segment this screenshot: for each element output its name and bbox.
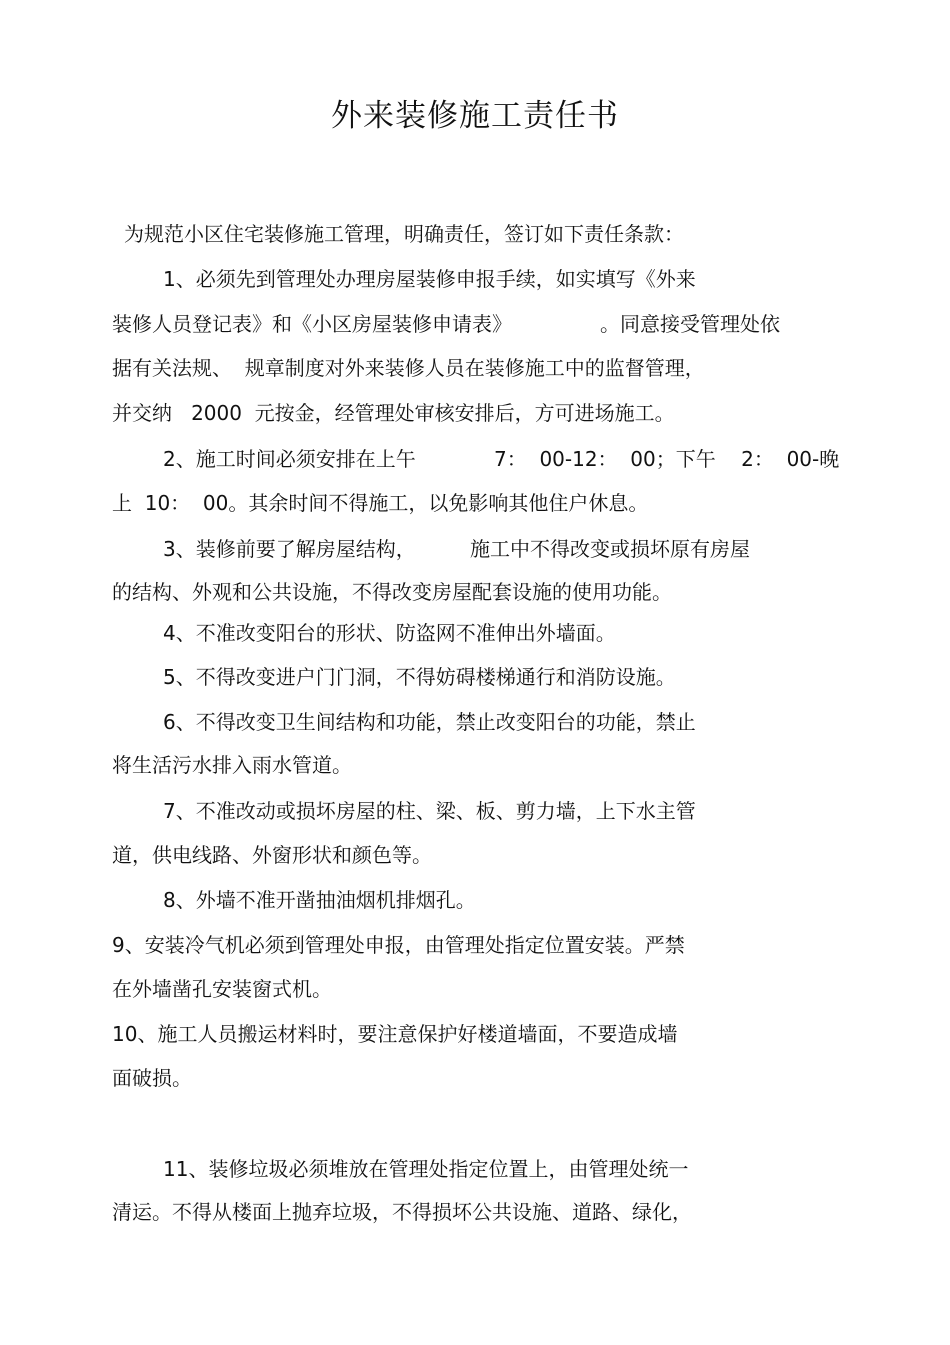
clause-8-line: 8、外墙不准开凿抽油烟机排烟孔。 — [163, 888, 476, 912]
clause-7-line-2: 道，供电线路、外窗形状和颜色等。 — [112, 843, 432, 867]
clause-1-line-1: 1、必须先到管理处办理房屋装修申报手续，如实填写《外来 — [163, 267, 696, 291]
clause-1-line-2b: 。同意接受管理处依 — [600, 312, 780, 336]
clause-11-line-1: 11、装修垃圾必须堆放在管理处指定位置上，由管理处统一 — [163, 1157, 689, 1181]
clause-4-line: 4、不准改变阳台的形状、防盗网不准伸出外墙面。 — [163, 621, 616, 645]
clause-11-line-2: 清运。不得从楼面上抛弃垃圾，不得损坏公共设施、道路、绿化， — [112, 1200, 692, 1224]
clause-1-line-2a: 装修人员登记表》和《小区房屋装修申请表》 — [112, 312, 512, 336]
clause-2-line-1a: 2、施工时间必须安排在上午 — [163, 447, 416, 471]
document-title: 外来装修施工责任书 — [331, 98, 619, 134]
clause-1-line-3: 据有关法规、 规章制度对外来装修人员在装修施工中的监督管理， — [112, 356, 705, 380]
clause-7-line-1: 7、不准改动或损坏房屋的柱、梁、板、剪力墙，上下水主管 — [163, 799, 696, 823]
clause-6-line-1: 6、不得改变卫生间结构和功能，禁止改变阳台的功能，禁止 — [163, 710, 696, 734]
clause-10-line-2: 面破损。 — [112, 1066, 192, 1090]
clause-5-line: 5、不得改变进户门门洞，不得妨碍楼梯通行和消防设施。 — [163, 665, 676, 689]
clause-3-line-1b: 施工中不得改变或损坏原有房屋 — [470, 537, 750, 561]
clause-3-line-1a: 3、装修前要了解房屋结构， — [163, 537, 416, 561]
clause-9-line-1: 9、安装冷气机必须到管理处申报，由管理处指定位置安装。严禁 — [112, 933, 685, 957]
intro-line: 为规范小区住宅装修施工管理，明确责任，签订如下责任条款： — [124, 222, 684, 246]
clause-3-line-2: 的结构、外观和公共设施，不得改变房屋配套设施的使用功能。 — [112, 580, 672, 604]
clause-1-line-4: 并交纳 2000 元按金，经管理处审核安排后，方可进场施工。 — [112, 401, 675, 425]
clause-2-line-2: 上 10： 00。其余时间不得施工，以免影响其他住户休息。 — [112, 491, 649, 515]
clause-10-line-1: 10、施工人员搬运材料时，要注意保护好楼道墙面，不要造成墙 — [112, 1022, 678, 1046]
clause-6-line-2: 将生活污水排入雨水管道。 — [112, 753, 352, 777]
clause-9-line-2: 在外墙凿孔安装窗式机。 — [112, 977, 332, 1001]
clause-2-line-1b: 7： 00-12： 00；下午 2： 00-晚 — [494, 447, 840, 471]
